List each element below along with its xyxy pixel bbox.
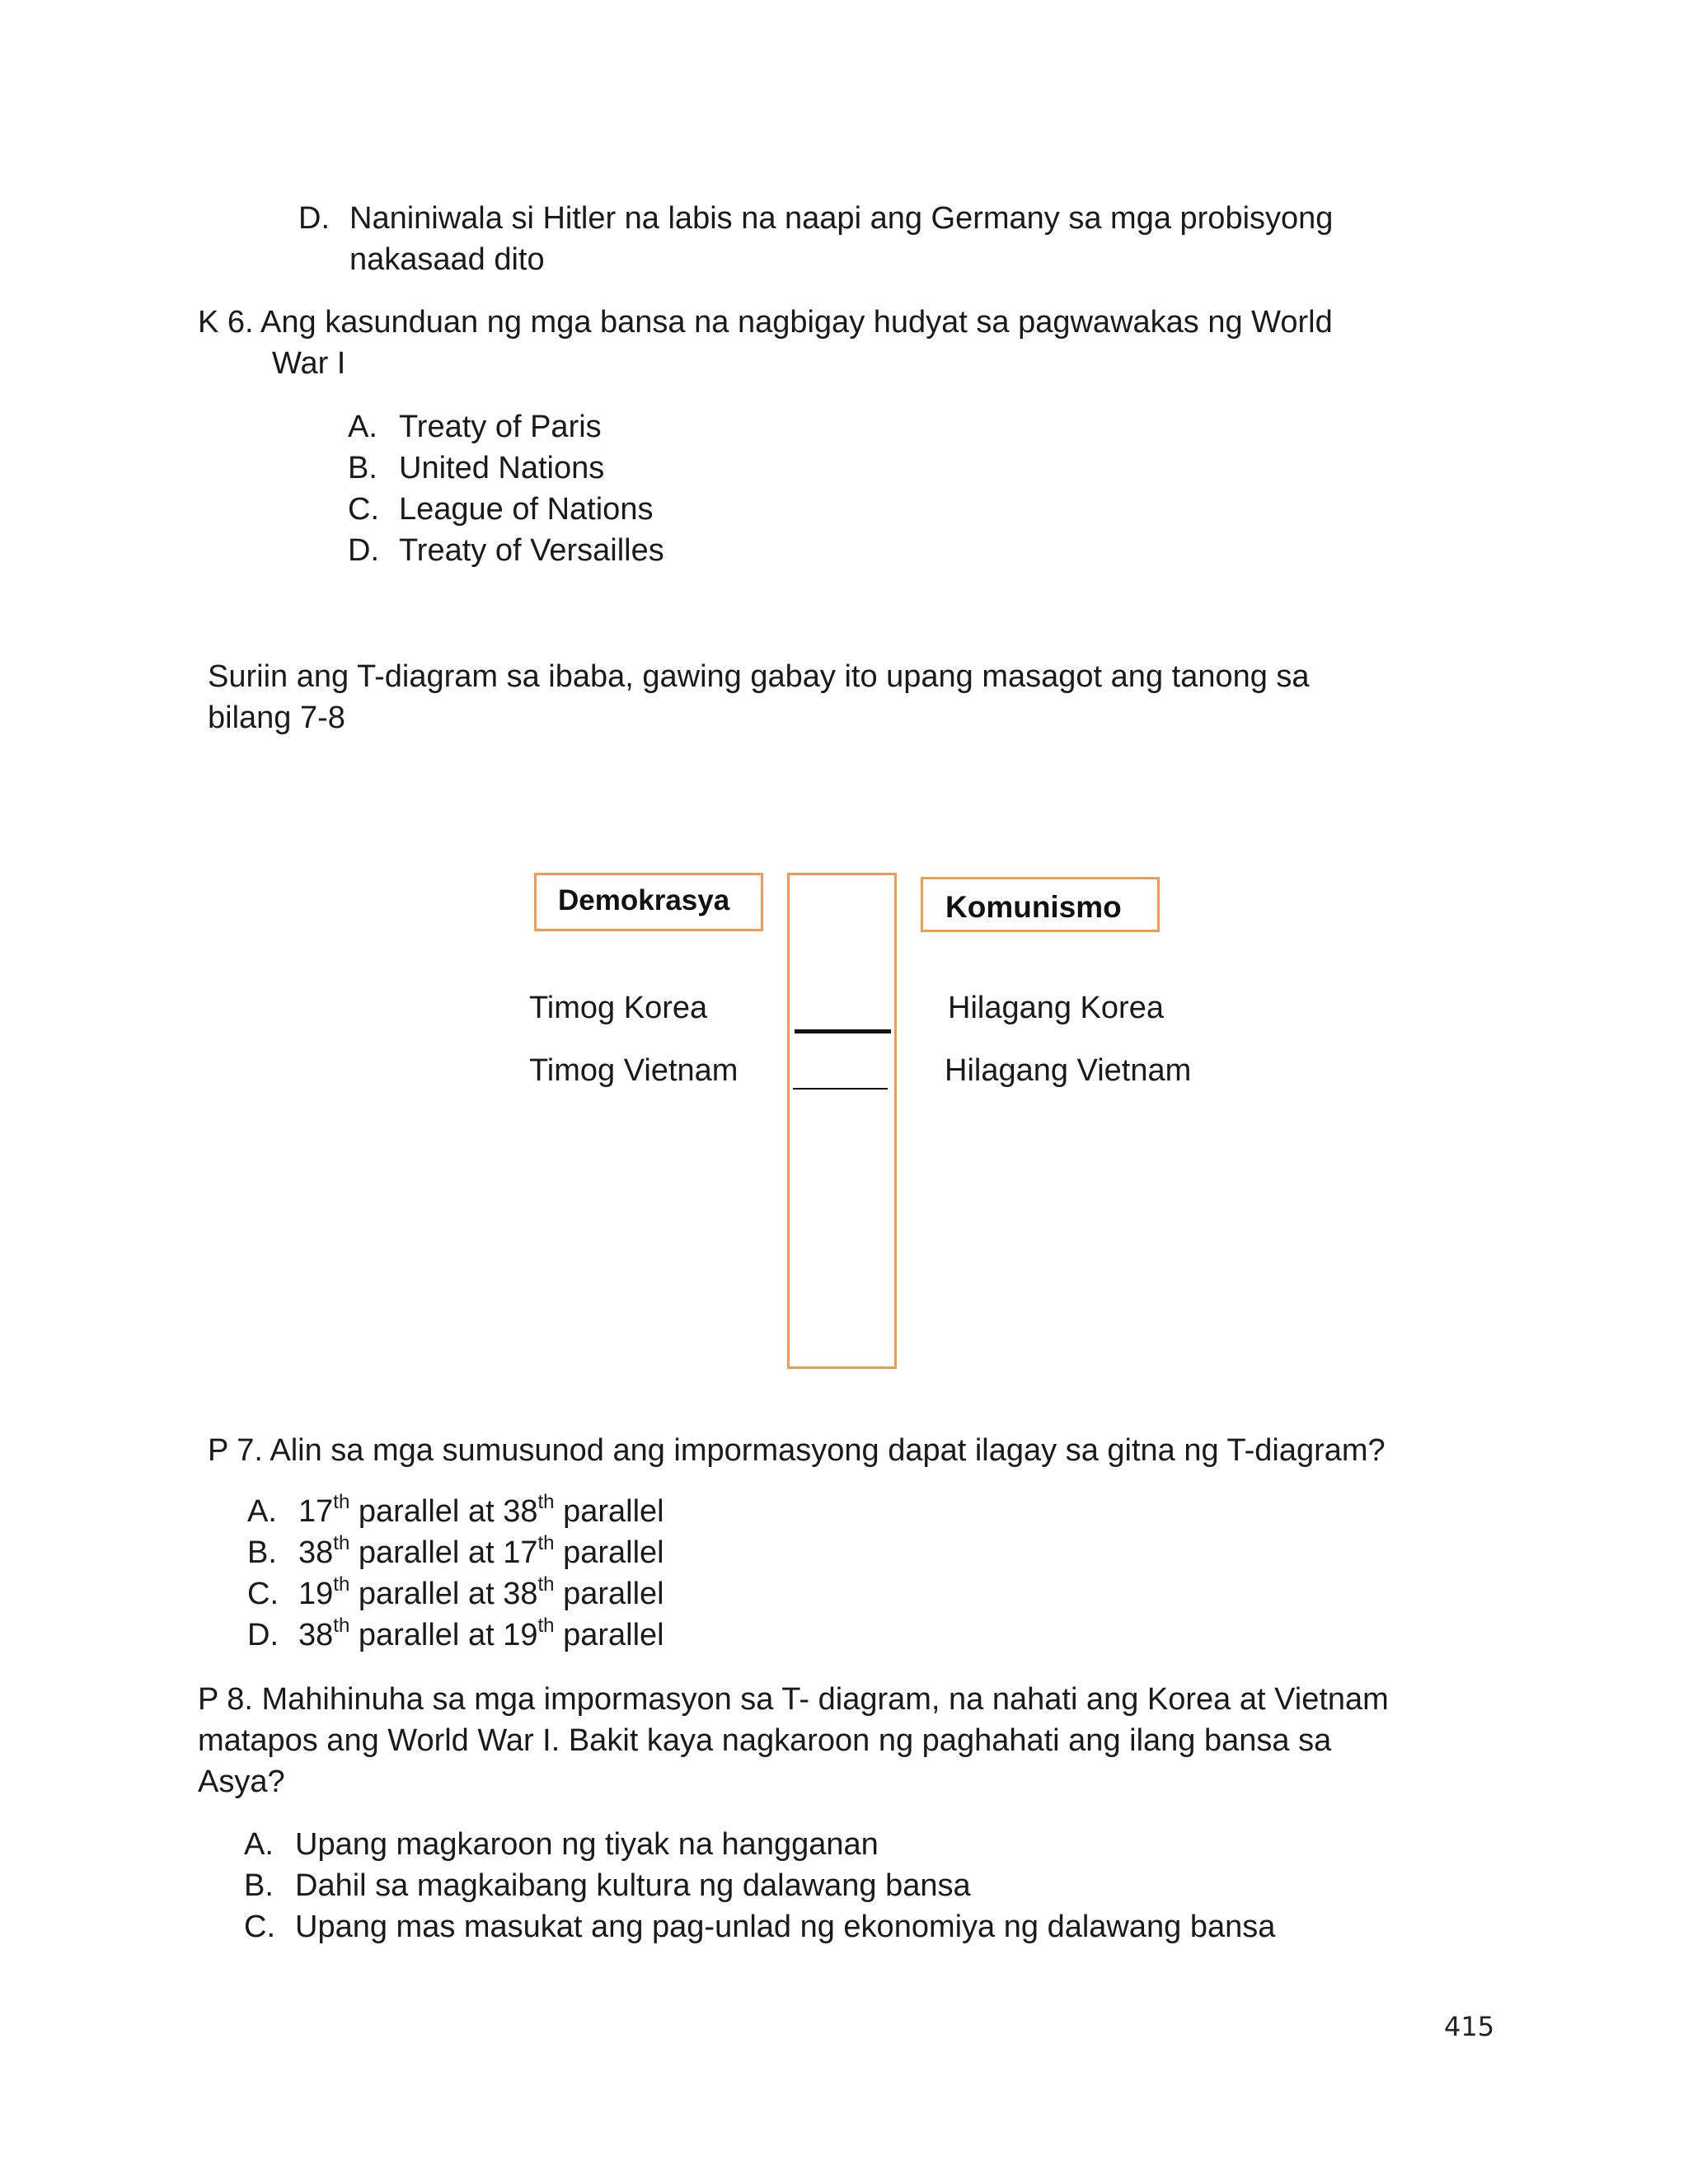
ordinal-suffix: th	[333, 1532, 350, 1555]
word-parallel: parallel	[563, 1494, 664, 1529]
q6-option-letter: C.	[348, 492, 379, 527]
q8-option-text: Upang mas masukat ang pag-unlad ng ekonomiya ng dalawang bansa	[295, 1910, 1276, 1944]
q7-option-c	[247, 1573, 664, 1615]
q8-option-letter: A.	[244, 1827, 274, 1862]
q7-option-n1: 19	[298, 1577, 334, 1611]
demokrasya-header-box	[534, 873, 763, 931]
word-parallel: parallel	[563, 1618, 664, 1652]
word-parallel: parallel	[358, 1494, 460, 1529]
word-parallel: parallel	[358, 1618, 460, 1652]
q7-option-n2: 38	[503, 1577, 538, 1611]
instruction-line1: Suriin ang T-diagram sa ibaba, gawing gabay ito upang masagot ang tanong sa	[208, 659, 1310, 694]
right-item-hilagang-vietnam: Hilagang Vietnam	[945, 1053, 1192, 1088]
q8-question-line3: Asya?	[198, 1765, 285, 1799]
q6-option-b	[348, 448, 604, 489]
q7-option-letter: D.	[247, 1618, 279, 1652]
word-at: at	[467, 1618, 495, 1652]
ordinal-suffix: th	[333, 1573, 350, 1596]
q7-option-d	[247, 1615, 664, 1656]
komunismo-header-label: Komunismo	[945, 890, 1122, 924]
q6-option-letter: D.	[348, 533, 379, 568]
blank-line-2	[793, 1088, 888, 1090]
q8-option-b	[244, 1865, 971, 1906]
q7-option-letter: B.	[247, 1535, 277, 1570]
q6-option-c	[348, 489, 653, 530]
q8-question-line2: matapos ang World War I. Bakit kaya nagkaroon ng paghahati ang ilang bansa sa	[198, 1723, 1332, 1758]
q5-option-d-letter: D.	[298, 201, 330, 236]
q7-option-n2: 38	[503, 1494, 538, 1529]
q8-option-letter: B.	[244, 1868, 274, 1903]
q5-option-d	[298, 198, 1333, 239]
word-parallel: parallel	[358, 1535, 460, 1570]
center-column-box	[787, 873, 897, 1369]
q7-option-n1: 38	[298, 1535, 334, 1570]
q7-option-b	[247, 1532, 664, 1573]
ordinal-suffix: th	[537, 1491, 555, 1514]
komunismo-header-box	[921, 877, 1160, 932]
q6-question-line1: K 6. Ang kasunduan ng mga bansa na nagbigay hudyat sa pagwawakas ng World	[198, 305, 1333, 340]
word-at: at	[467, 1535, 495, 1570]
q7-option-letter: C.	[247, 1577, 279, 1611]
word-at: at	[467, 1577, 495, 1611]
q7-option-n1: 17	[298, 1494, 334, 1529]
q6-option-text: Treaty of Versailles	[399, 533, 664, 568]
word-parallel: parallel	[563, 1535, 664, 1570]
q6-option-d	[348, 530, 664, 571]
q6-option-text: United Nations	[399, 451, 605, 485]
word-parallel: parallel	[563, 1577, 664, 1611]
q7-option-n1: 38	[298, 1618, 334, 1652]
q8-option-text: Upang magkaroon ng tiyak na hangganan	[295, 1827, 879, 1862]
instruction-line2: bilang 7-8	[208, 701, 345, 735]
q7-question: P 7. Alin sa mga sumusunod ang impormasyong dapat ilagay sa gitna ng T-diagram?	[208, 1433, 1386, 1468]
ordinal-suffix: th	[537, 1615, 555, 1638]
ordinal-suffix: th	[333, 1491, 350, 1514]
word-at: at	[467, 1494, 495, 1529]
q8-option-c	[244, 1906, 1275, 1947]
ordinal-suffix: th	[333, 1615, 350, 1638]
blank-line-1	[795, 1029, 891, 1033]
q5-option-d-text-line1: Naniniwala si Hitler na labis na naapi ang Germany sa mga probisyong	[349, 201, 1334, 236]
word-parallel: parallel	[358, 1577, 460, 1611]
q8-question-line1: P 8. Mahihinuha sa mga impormasyon sa T- diagram, na nahati ang Korea at Vietnam	[198, 1682, 1389, 1717]
ordinal-suffix: th	[537, 1532, 555, 1555]
q7-option-a	[247, 1491, 664, 1532]
q6-option-text: League of Nations	[399, 492, 654, 527]
q7-option-n2: 19	[503, 1618, 538, 1652]
demokrasya-header-label: Demokrasya	[558, 884, 730, 916]
q8-option-a	[244, 1824, 879, 1865]
q6-question-line2: War I	[272, 346, 346, 381]
left-item-timog-korea: Timog Korea	[529, 991, 708, 1025]
q8-option-letter: C.	[244, 1910, 275, 1944]
page-number: 415	[1444, 2011, 1495, 2042]
right-item-hilagang-korea: Hilagang Korea	[948, 991, 1164, 1025]
q8-option-text: Dahil sa magkaibang kultura ng dalawang bansa	[295, 1868, 971, 1903]
q5-option-d-text-line2: nakasaad dito	[349, 242, 545, 277]
left-item-timog-vietnam: Timog Vietnam	[529, 1053, 738, 1088]
q6-option-text: Treaty of Paris	[399, 410, 602, 444]
q7-option-n2: 17	[503, 1535, 538, 1570]
ordinal-suffix: th	[537, 1573, 555, 1596]
q7-option-letter: A.	[247, 1494, 277, 1529]
q6-option-letter: B.	[348, 451, 377, 485]
q6-option-a	[348, 406, 602, 448]
q6-option-letter: A.	[348, 410, 377, 444]
